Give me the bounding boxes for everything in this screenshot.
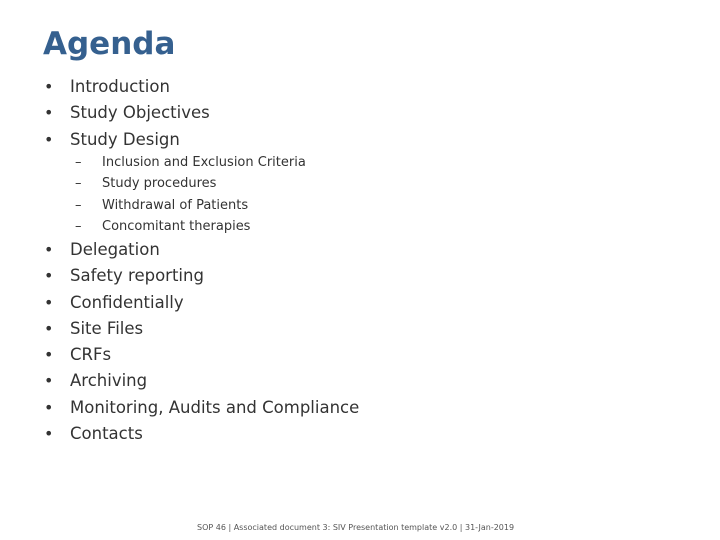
bullet-icon: • — [44, 397, 54, 417]
bullet-icon: • — [44, 318, 54, 338]
dash-icon: – — [75, 155, 82, 170]
bullet-icon: • — [44, 240, 54, 259]
dash-icon: – — [75, 176, 82, 192]
sub-agenda-item-label: Inclusion and Exclusion Criteria — [102, 155, 306, 170]
agenda-item-label: Contacts — [70, 424, 143, 444]
agenda-item-label: Introduction — [70, 77, 170, 96]
dash-icon: – — [75, 197, 82, 213]
agenda-item-label: Monitoring, Audits and Compliance — [70, 397, 360, 417]
slide-footer: SOP 46 | Associated document 3: SIV Presentation template v2.0 | 31-Jan-2019 — [197, 523, 515, 532]
sub-agenda-item-label: Withdrawal of Patients — [102, 197, 249, 213]
agenda-item-label: Study Design — [70, 129, 180, 149]
bullet-icon: • — [44, 77, 54, 96]
agenda-item-label: Archiving — [70, 371, 148, 391]
agenda-item-label: Confidentially — [70, 292, 184, 312]
slide-title: Agenda — [43, 26, 176, 62]
sub-agenda-item-label: Study procedures — [102, 176, 217, 192]
bullet-icon: • — [44, 266, 54, 286]
bullet-icon: • — [44, 371, 54, 391]
bullet-icon: • — [44, 292, 54, 312]
bullet-icon: • — [44, 345, 54, 365]
bullet-icon: • — [44, 103, 54, 123]
sub-agenda-item-label: Concomitant therapies — [102, 218, 251, 234]
bullet-icon: • — [44, 424, 54, 444]
agenda-item-label: CRFs — [70, 345, 112, 365]
agenda-item-label: Safety reporting — [70, 266, 204, 286]
dash-icon: – — [75, 218, 82, 234]
agenda-item-label: Site Files — [70, 318, 144, 338]
bullet-icon: • — [44, 129, 54, 149]
agenda-item-label: Delegation — [70, 240, 160, 259]
agenda-item-label: Study Objectives — [70, 103, 210, 123]
